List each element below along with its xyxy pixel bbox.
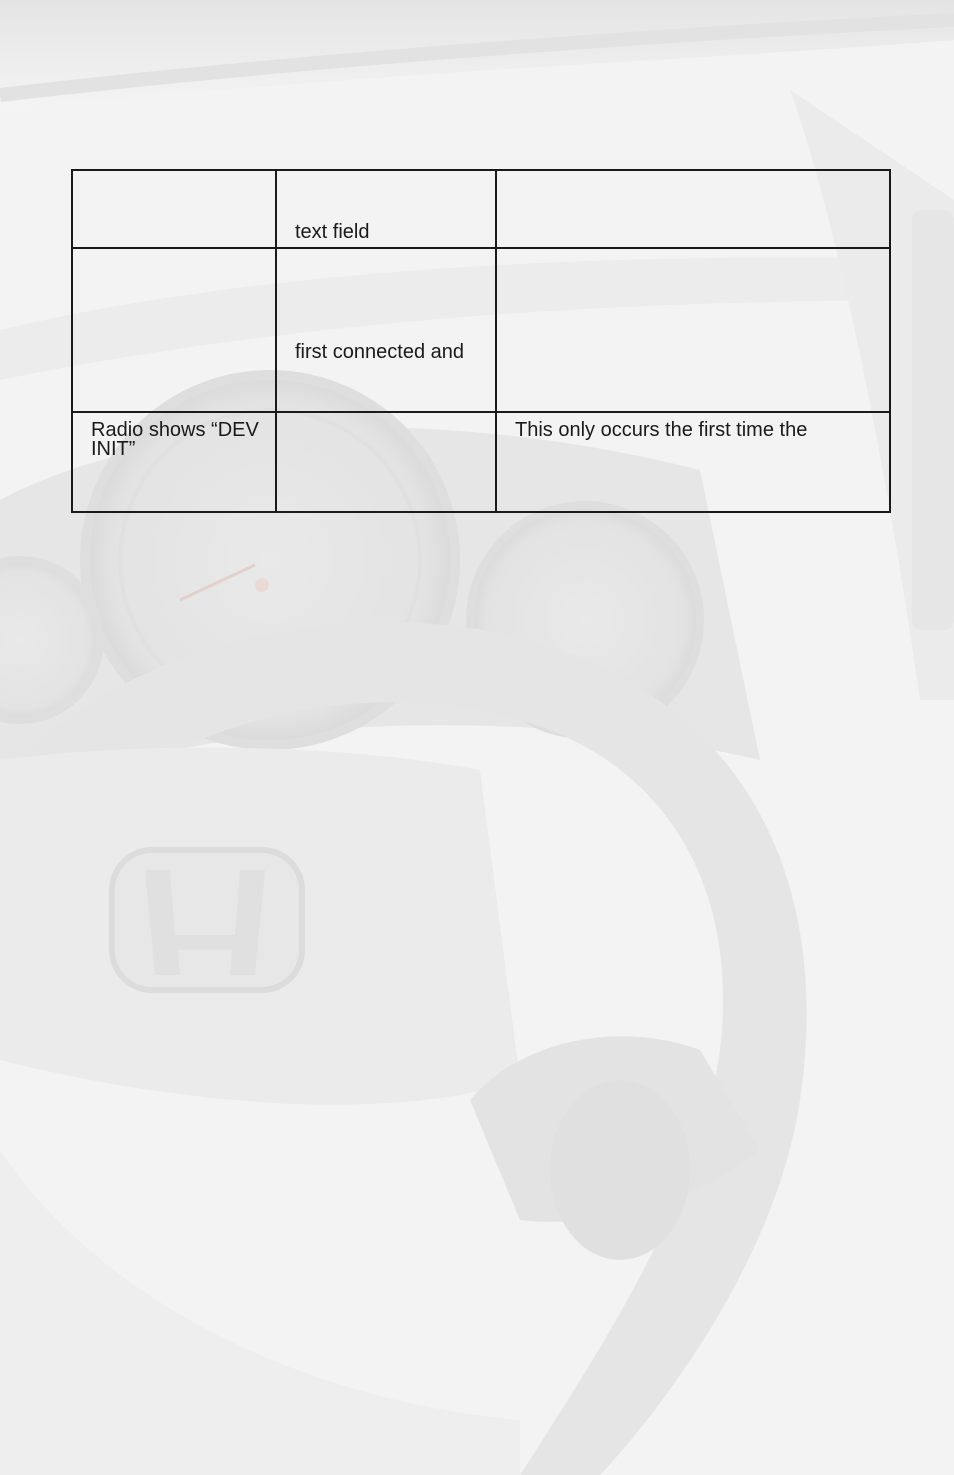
table-row <box>72 412 890 512</box>
problem-cell <box>72 170 276 248</box>
solution-cell <box>496 170 890 248</box>
problem-text: Radio shows “DEV INIT” <box>91 419 259 460</box>
table-row <box>72 170 890 248</box>
troubleshooting-table-container <box>71 169 889 513</box>
solution-cell <box>496 412 890 512</box>
table-row <box>72 248 890 412</box>
cause-text: first connected and <box>295 341 464 363</box>
problem-cell <box>72 412 276 512</box>
troubleshooting-table <box>71 169 891 513</box>
problem-cell <box>72 248 276 412</box>
cause-cell <box>276 170 496 248</box>
cause-cell <box>276 412 496 512</box>
solution-cell <box>496 248 890 412</box>
solution-text: This only occurs the first time the <box>515 419 808 441</box>
cause-cell <box>276 248 496 412</box>
cause-text: text field <box>295 221 370 243</box>
